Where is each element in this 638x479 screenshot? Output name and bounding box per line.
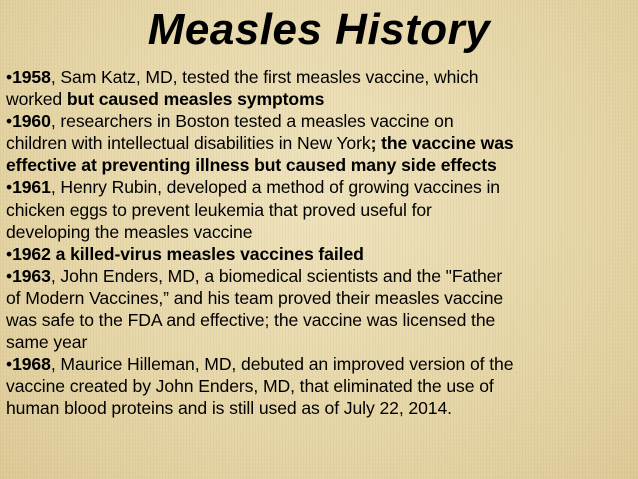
bullet: • bbox=[6, 177, 13, 198]
entry-text: worked bbox=[6, 89, 67, 110]
entry-text: , Sam Katz, MD, tested the first measles vaccine, which bbox=[50, 67, 479, 87]
entry-1960-line-1 bbox=[6, 110, 634, 132]
entry-text: , John Enders, MD, a biomedical scientists and the "Father bbox=[50, 265, 503, 286]
bullet: • bbox=[6, 67, 13, 87]
entry-year: 1958 bbox=[12, 67, 51, 87]
entry-emphasis: but caused measles symptoms bbox=[66, 89, 325, 110]
entry-1958-line-2 bbox=[6, 88, 634, 110]
entry-1960-line-3 bbox=[6, 154, 634, 176]
entry-emphasis: 1962 a killed-virus measles vaccines failed bbox=[12, 243, 364, 264]
slide-title: Measles History bbox=[147, 5, 491, 54]
entry-1963-line-3: was safe to the FDA and effective; the vaccine was licensed the bbox=[6, 310, 496, 331]
entry-text: , Henry Rubin, developed a method of growing vaccines in bbox=[50, 177, 500, 198]
entry-1963-line-1 bbox=[6, 265, 634, 287]
entry-emphasis: effective at preventing illness but caused many side effects bbox=[6, 155, 497, 176]
entry-1968-line-3: human blood proteins and is still used as of July 22, 2014. bbox=[6, 398, 452, 419]
entry-1963-line-4: same year bbox=[6, 332, 88, 353]
entry-1960-line-2 bbox=[6, 132, 634, 154]
entry-year: 1960 bbox=[12, 111, 51, 132]
entry-1968-line-1 bbox=[6, 353, 634, 375]
bullet: • bbox=[6, 265, 13, 286]
entry-text: , Maurice Hilleman, MD, debuted an improved version of the bbox=[50, 354, 514, 375]
entry-1961-line-3: developing the measles vaccine bbox=[6, 221, 253, 242]
entry-1963-line-2: of Modern Vaccines,” and his team proved their measles vaccine bbox=[6, 287, 504, 308]
entry-1968-line-2: vaccine created by John Enders, MD, that eliminated the use of bbox=[6, 376, 494, 397]
entry-year: 1963 bbox=[12, 265, 51, 286]
entry-text: , researchers in Boston tested a measles vaccine on bbox=[50, 111, 454, 132]
entry-emphasis: ; the vaccine was bbox=[370, 133, 514, 154]
entry-text: children with intellectual disabilities in New York bbox=[6, 133, 371, 154]
bullet: • bbox=[6, 354, 13, 375]
entry-year: 1961 bbox=[12, 177, 51, 198]
slide-body bbox=[6, 66, 634, 420]
bullet: • bbox=[6, 111, 13, 132]
entry-1958-line-1 bbox=[6, 66, 634, 88]
entry-1962-line-1 bbox=[6, 243, 634, 265]
entry-1961-line-1 bbox=[6, 176, 634, 198]
entry-year: 1968 bbox=[12, 354, 51, 375]
entry-1961-line-2: chicken eggs to prevent leukemia that proved useful for bbox=[6, 199, 432, 220]
bullet: • bbox=[6, 243, 13, 264]
